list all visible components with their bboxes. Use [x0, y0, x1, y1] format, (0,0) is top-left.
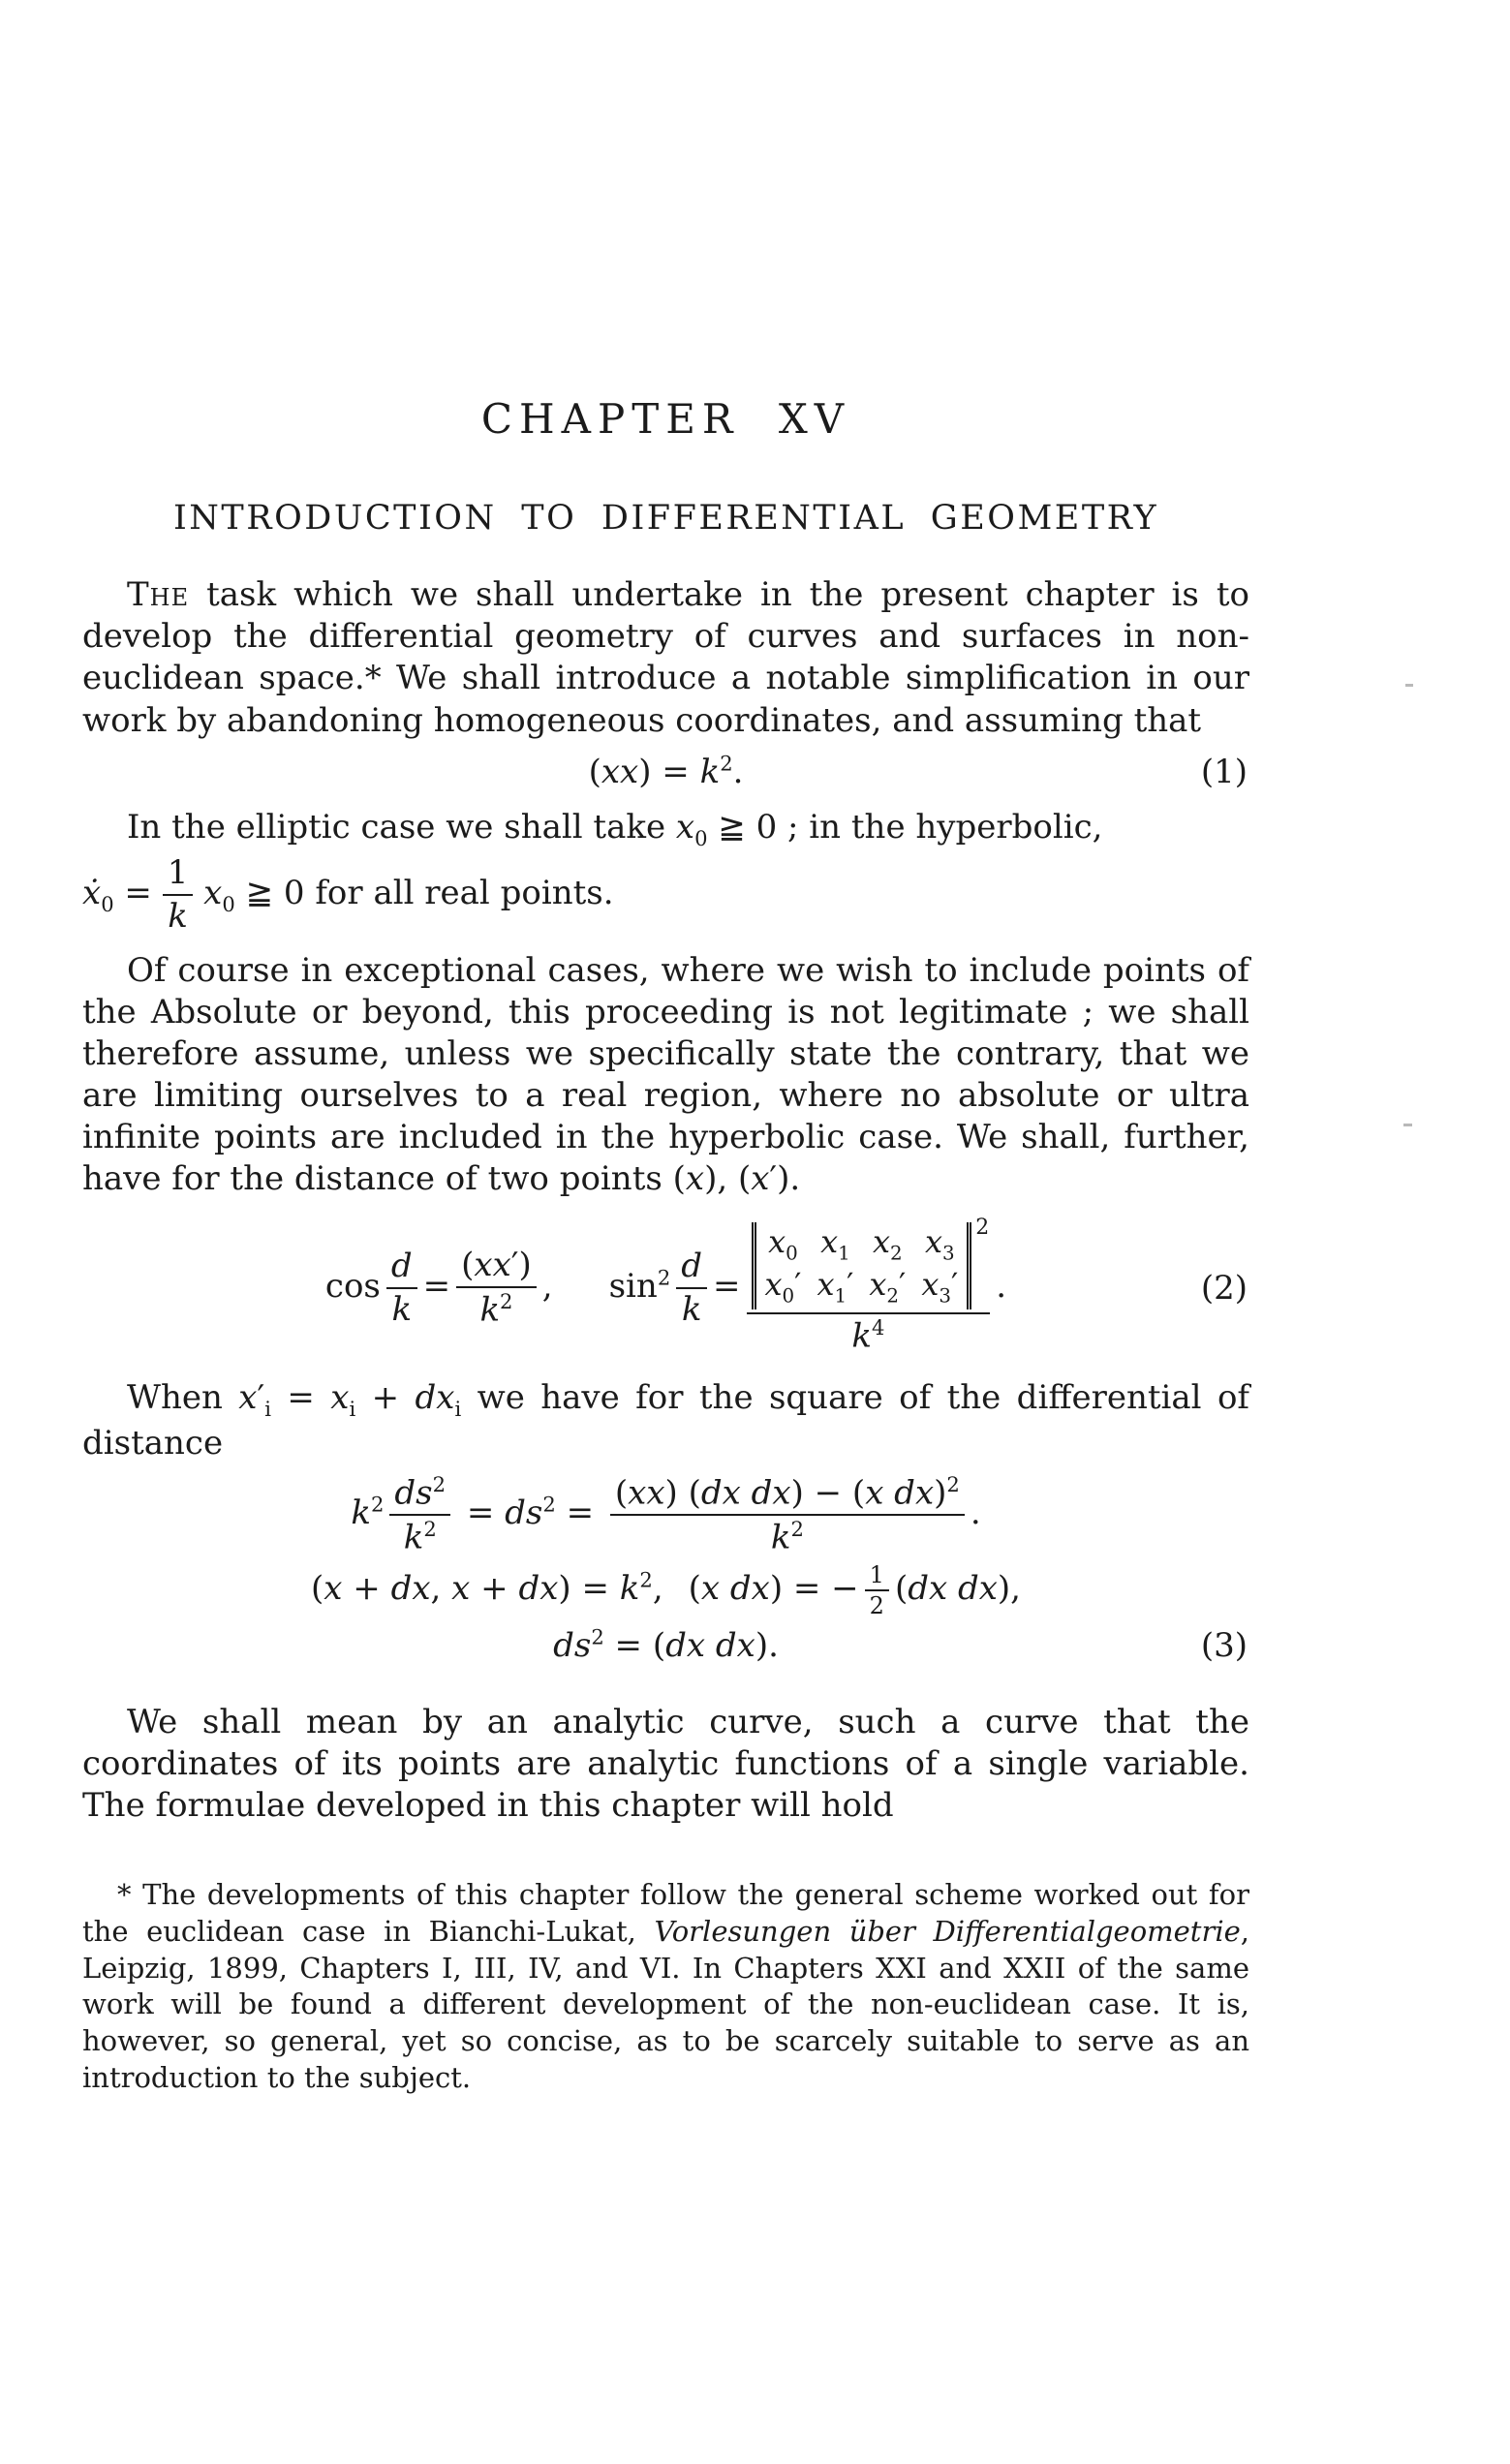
fraction-numerator: (xx′)	[461, 1246, 532, 1285]
fraction-numerator: 1	[167, 853, 189, 893]
eq-term: $ds^2 = (dx$ dx).	[553, 1624, 779, 1666]
fraction	[163, 855, 194, 934]
fraction-numerator: $ds^2$	[394, 1471, 447, 1513]
fraction-denominator: $k^4$	[747, 1312, 991, 1354]
fraction-numerator: 1	[869, 1560, 884, 1588]
determinant	[752, 1215, 990, 1309]
equals-sign: =	[422, 1266, 451, 1306]
eq-term: (x + dx, $x + dx) = k^2$,	[311, 1567, 663, 1608]
matrix-exponent: 2	[975, 1215, 990, 1240]
fraction	[610, 1471, 965, 1557]
fraction	[456, 1247, 537, 1328]
matrix-cell: $x_1'$	[817, 1265, 854, 1308]
fraction-denominator: 2	[865, 1589, 889, 1617]
text-column	[82, 395, 1249, 2096]
equation-2-number: (2)	[1200, 1268, 1248, 1308]
eq-term: ẋ$_0$ =	[82, 873, 163, 916]
matrix-cell: $x_1$	[820, 1222, 850, 1264]
paragraph-1-text: task which we shall undertake in the present chapter is to develop the differential geometry of curves and surfaces in non-euclidean space.* We shall introduce a notable simplification in our work by abandoning homogeneous coordinates, and assuming that	[82, 575, 1249, 740]
equation-2	[82, 1215, 1249, 1356]
period: .	[996, 1266, 1007, 1306]
equation-3-line-2-body	[308, 1560, 1024, 1619]
paragraph-5: We shall mean by an analytic curve, such a curve that the coordinates of its points are analytic functions of a single variable. The formulae developed in this chapter will hold	[82, 1702, 1249, 1825]
paragraph-2-line-1: In the elliptic case we shall take $x_0$ ≧ 0 ; in the hyperbolic,	[127, 807, 1103, 850]
equation-3-line-3	[82, 1625, 1249, 1667]
lead-word: The	[127, 575, 190, 614]
equation-3-line-1-body	[348, 1471, 983, 1557]
eq-term: (dx dx),	[894, 1568, 1021, 1608]
page-title: INTRODUCTION TO DIFFERENTIAL GEOMETRY	[172, 499, 1159, 538]
fraction-numerator: d	[390, 1247, 413, 1286]
fraction-denominator: k	[386, 1287, 417, 1328]
fraction-numerator: d	[681, 1247, 702, 1286]
equals-sign: =	[713, 1266, 741, 1306]
paragraph-2-line-2	[82, 855, 1249, 934]
eq-term: (x dx) = −	[688, 1568, 859, 1608]
period: .	[970, 1493, 981, 1532]
fraction-numerator	[747, 1215, 991, 1312]
eq-term: $k^2$	[351, 1492, 385, 1532]
matrix-cell: $x_0'$	[764, 1265, 802, 1308]
paragraph-1	[82, 574, 1249, 742]
equation-1	[82, 752, 1249, 793]
matrix-cell: $x_3'$	[921, 1265, 959, 1308]
fraction-denominator: $k^2$	[456, 1286, 537, 1328]
fraction	[389, 1471, 450, 1557]
comma: ,	[541, 1266, 553, 1306]
equation-1-number: (1)	[1200, 752, 1248, 791]
fraction	[865, 1560, 889, 1619]
equation-3	[82, 1471, 1249, 1667]
equation-2-body	[323, 1215, 1009, 1356]
eq-term: $(xx) = k^2$.	[588, 751, 744, 792]
paragraph-2	[82, 807, 1249, 935]
matrix-cell: $x_3$	[924, 1222, 955, 1264]
fraction	[747, 1215, 991, 1356]
matrix-cell: $x_2$	[873, 1222, 903, 1264]
matrix	[752, 1222, 972, 1309]
fraction	[676, 1248, 707, 1327]
fraction-denominator: k	[163, 894, 194, 935]
scan-artifact	[1405, 684, 1413, 687]
equation-3-line-1	[82, 1471, 1249, 1557]
fraction-denominator: $k^2$	[610, 1514, 965, 1555]
fraction	[386, 1248, 417, 1327]
eq-term: = $ds^2$ =	[456, 1492, 604, 1532]
sin-term: $\sin^2$	[608, 1265, 671, 1306]
fraction-denominator: $k^2$	[389, 1514, 450, 1555]
paragraph-3: Of course in exceptional cases, where we wish to include points of the Absolute or beyond, this proceeding is not legitimate ; we shall therefore assume, unless we specifically state the contrary, that we are limiting ourselves to a real region, where no absolute or ultra infinite points are included in the hyperbolic case. We shall, further, have for the distance of two points (x), (x′).	[82, 950, 1249, 1199]
eq-term: $x_0$ ≧ 0 for all real points.	[203, 873, 614, 916]
equation-3-line-2	[82, 1560, 1249, 1619]
footnote: * The developments of this chapter follow the general scheme worked out for the euclidean case in Bianchi-Lukat, Vorlesungen über Differentialgeometrie, Leipzig, 1899, Chapters I, III, IV, and VI. In Chapters XXI and XXII of the same work will be found a different development of the non-euclidean case. It is, however, so general, yet so concise, as to be scarcely suitable to serve as an introduction to the subject.	[82, 1878, 1249, 2094]
matrix-cell: $x_2'$	[869, 1265, 907, 1308]
paragraph-4: When $x'_i = x_i + dx_i$ we have for the square of the differential of distance	[82, 1378, 1250, 1463]
matrix-cell: $x_0$	[768, 1222, 798, 1264]
equation-3-line-3-body	[550, 1626, 782, 1665]
scan-artifact	[1403, 1124, 1412, 1126]
fraction-numerator: (xx) (dx dx) − (x dx)$^2$	[614, 1471, 960, 1513]
cos-term: cos	[324, 1266, 381, 1306]
equation-3-number: (3)	[1200, 1625, 1248, 1665]
fraction-denominator: k	[676, 1287, 707, 1328]
equation-1-body	[586, 753, 747, 791]
chapter-heading: CHAPTER XV	[480, 395, 851, 443]
